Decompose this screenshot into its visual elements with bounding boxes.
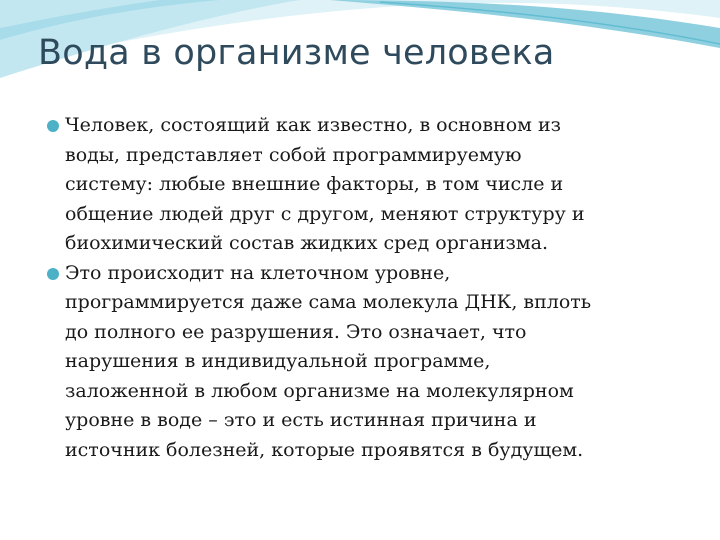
bullet-dot-icon (47, 120, 59, 132)
bullet-line: Человек, состоящий как известно, в основном из (65, 114, 562, 136)
bullet-list (44, 111, 690, 465)
bullet-line: Это происходит на клеточном уровне, (65, 261, 451, 284)
bullet-line: нарушения в индивидуальной программе, (65, 350, 491, 372)
bullet-item (44, 259, 690, 466)
bullet-line: источник болезней, которые проявятся в будущем. (65, 438, 584, 461)
bullet-line: воды, представляет собой программируемую (65, 143, 522, 166)
bullet-item (44, 111, 690, 259)
bullet-line: программируется даже сама молекула ДНК, вплоть (65, 291, 592, 313)
slide-title: Вода в организме человека (38, 33, 555, 73)
bullet-line: биохимический состав жидких сред организма. (65, 232, 548, 254)
bullet-line: общение людей друг с другом, меняют структуру и (65, 202, 585, 225)
bullet-line: уровне в воде – это и есть истинная причина и (65, 409, 537, 431)
bullet-line: до полного ее разрушения. Это означает, что (65, 320, 527, 343)
bullet-line: систему: любые внешние факторы, в том числе и (65, 173, 564, 195)
bullet-line: заложенной в любом организме на молекулярном (65, 379, 574, 402)
bullet-dot-icon (47, 268, 59, 280)
